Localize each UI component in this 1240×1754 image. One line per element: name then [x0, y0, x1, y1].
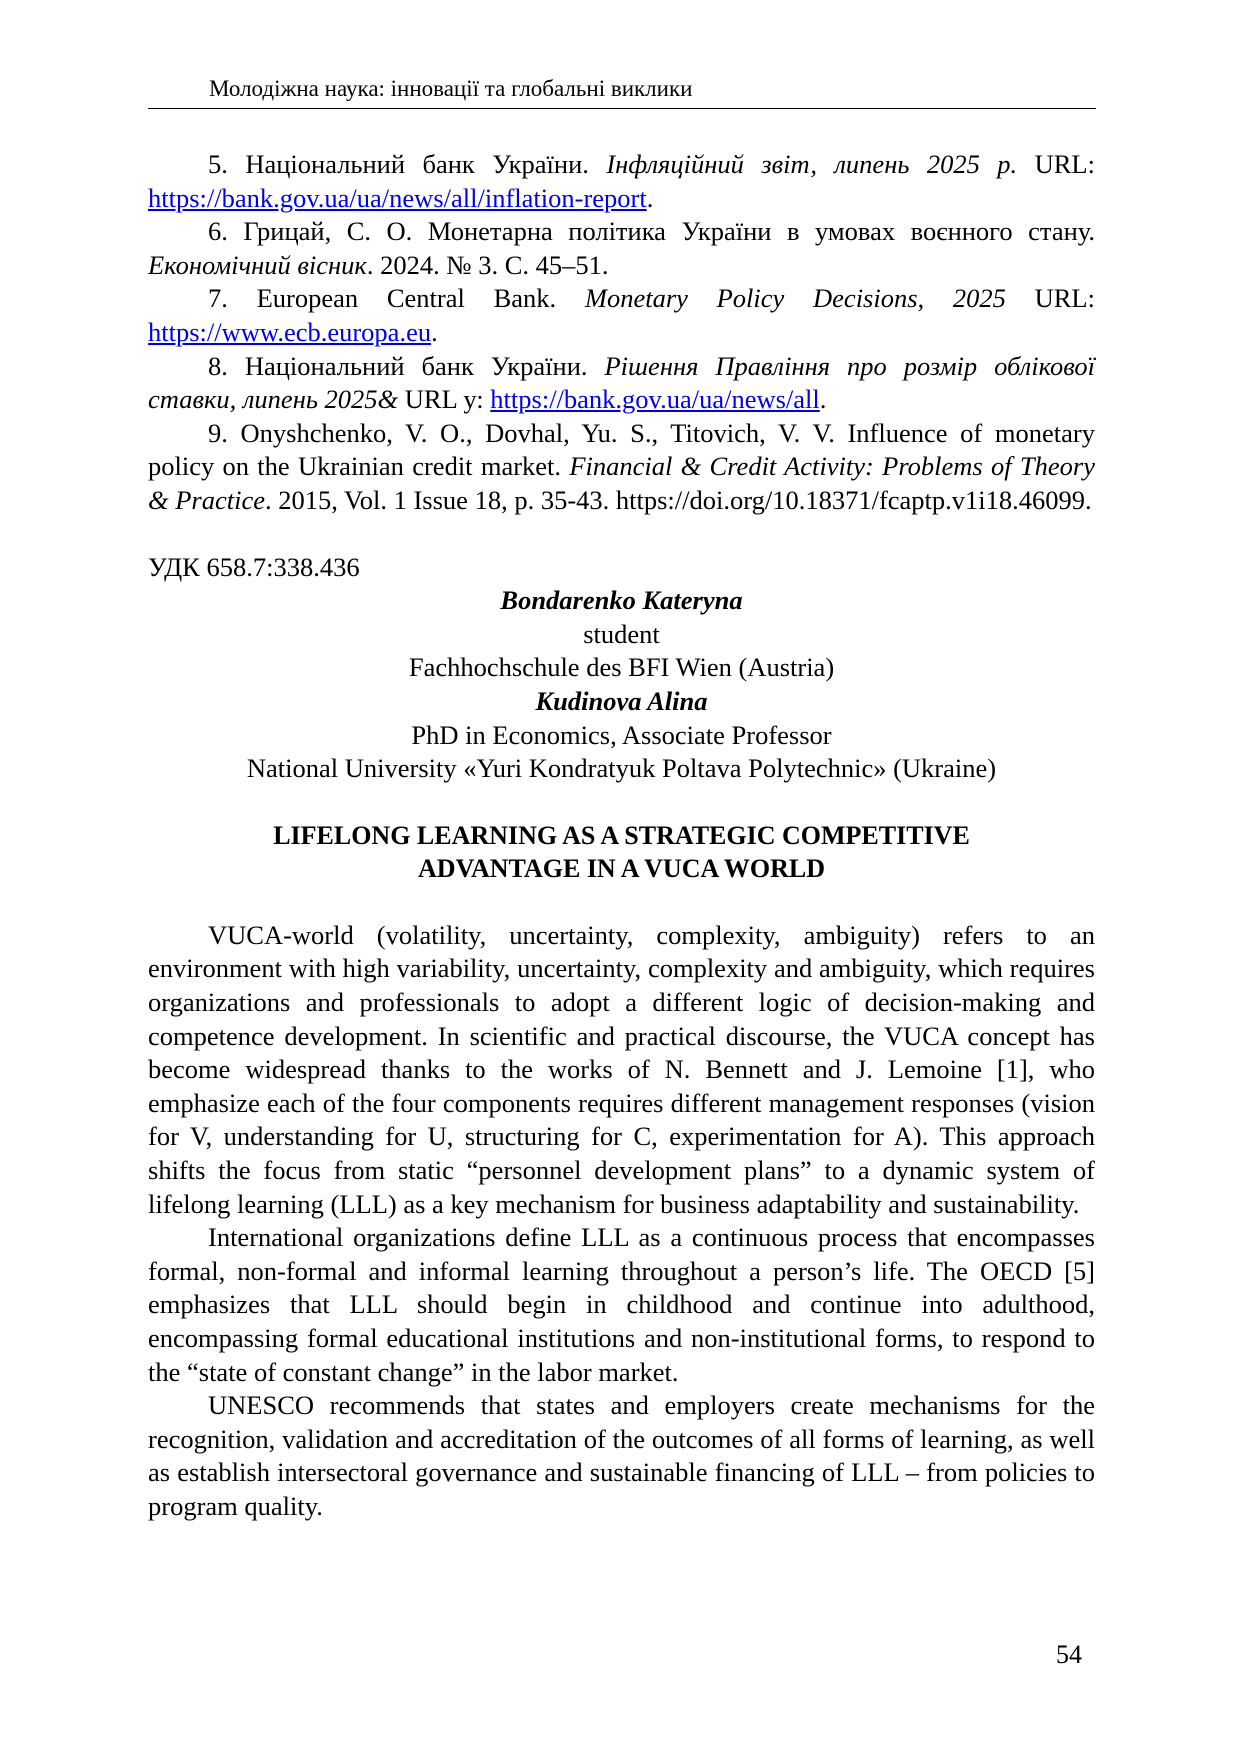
header-rule	[148, 108, 1096, 109]
article-title-line: ADVANTAGE IN A VUCA WORLD	[418, 854, 825, 884]
body-paragraph: VUCA-world (volatility, uncertainty, complexity, ambiguity) refers to an environment with high variability, uncertainty, complexity and ambiguity, which requires organizations and professionals to adopt a different logic of decision-making and competence development. In scientific and practical discourse, the VUCA concept has become widespread thanks to the works of N. Bennett and J. Lemoine [1], who emphasize each of the four components requires different management responses (vision for V, understanding for U, structuring for C, experimentation for A). This approach shifts the focus from static “personnel development plans” to a dynamic system of lifelong learning (LLL) as a key mechanism for business adaptability and sustainability.	[148, 919, 1095, 1219]
reference-text: .	[646, 182, 654, 213]
reference-text: URL:	[1017, 149, 1095, 179]
reference-item	[148, 350, 1095, 417]
reference-title: Financial & Credit Activity: Problems of Theory & Practice	[148, 451, 1095, 515]
reference-text: 7. European Central Bank.	[208, 283, 585, 314]
reference-item	[148, 148, 1095, 215]
article-body	[148, 919, 1095, 1524]
author-name: Kudinova Alina	[535, 685, 708, 716]
author-affiliation: National University «Yuri Kondratyuk Poltava Polytechnic» (Ukraine)	[246, 753, 997, 784]
reference-text: URL:	[1005, 283, 1095, 314]
reference-text: 5. Національний банк України.	[208, 149, 607, 179]
reference-text: .	[431, 316, 438, 347]
reference-text: 9. Onyshchenko, V. O., Dovhal, Yu. S., Titovich, V. V. Influence of monetary policy on the Ukrainian credit market.	[148, 417, 1095, 482]
reference-title: Monetary Policy Decisions, 2025	[584, 283, 1006, 314]
reference-item	[148, 417, 1095, 518]
reference-link[interactable]: https://www.ecb.europa.eu	[148, 316, 432, 347]
page-number: 54	[1056, 1640, 1082, 1669]
author-position: PhD in Economics, Associate Professor	[411, 719, 832, 750]
references-list	[148, 148, 1095, 518]
reference-item	[148, 215, 1095, 282]
author-block	[148, 584, 1095, 786]
reference-text: . 2015, Vol. 1 Issue 18, p. 35-43. https://doi.org/10.18371/fcaptp.v1i18.46099.	[265, 484, 1092, 515]
article-title	[148, 819, 1095, 886]
reference-text: URL у:	[398, 384, 491, 415]
udc-code: УДК 658.7:338.436	[148, 551, 360, 582]
reference-item	[148, 282, 1095, 349]
running-header: Молодіжна наука: інновації та глобальні виклики	[209, 76, 693, 101]
reference-link[interactable]: https://bank.gov.ua/ua/news/all/inflation-report	[148, 182, 647, 213]
reference-text: 6. Грицай, С. О. Монетарна політика України в умовах воєнного стану.	[208, 216, 1095, 247]
article-title-line: LIFELONG LEARNING AS A STRATEGIC COMPETITIVE	[273, 820, 970, 850]
reference-text: .	[819, 384, 827, 415]
reference-link[interactable]: https://bank.gov.ua/ua/news/all	[490, 384, 820, 415]
reference-title: Економічний вісник	[148, 249, 367, 280]
reference-text: . 2024. № 3. С. 45–51.	[366, 249, 609, 280]
reference-title: Інфляційний звіт, липень 2025 р.	[606, 149, 1018, 179]
reference-text: 8. Національний банк України.	[208, 350, 605, 381]
reference-title: Рішення Правління про розмір облікової ставки, липень 2025&	[148, 350, 1096, 415]
author-position: student	[583, 618, 660, 649]
body-paragraph: International organizations define LLL as a continuous process that encompasses formal, non-formal and informal learning throughout a person’s life. The OECD [5] emphasizes that LLL should begin in childhood and continue into adulthood, encompassing formal educational institutions and non-institutional forms, to respond to the “state of constant change” in the labor market.	[148, 1222, 1095, 1387]
body-paragraph: UNESCO recommends that states and employers create mechanisms for the recognition, validation and accreditation of the outcomes of all forms of learning, as well as establish intersectoral governance and sustainable financing of LLL – from policies to program quality.	[148, 1390, 1095, 1521]
page-content	[148, 148, 1095, 1524]
author-affiliation: Fachhochschule des BFI Wien (Austria)	[408, 652, 835, 683]
author-name: Bondarenko Kateryna	[500, 585, 743, 616]
